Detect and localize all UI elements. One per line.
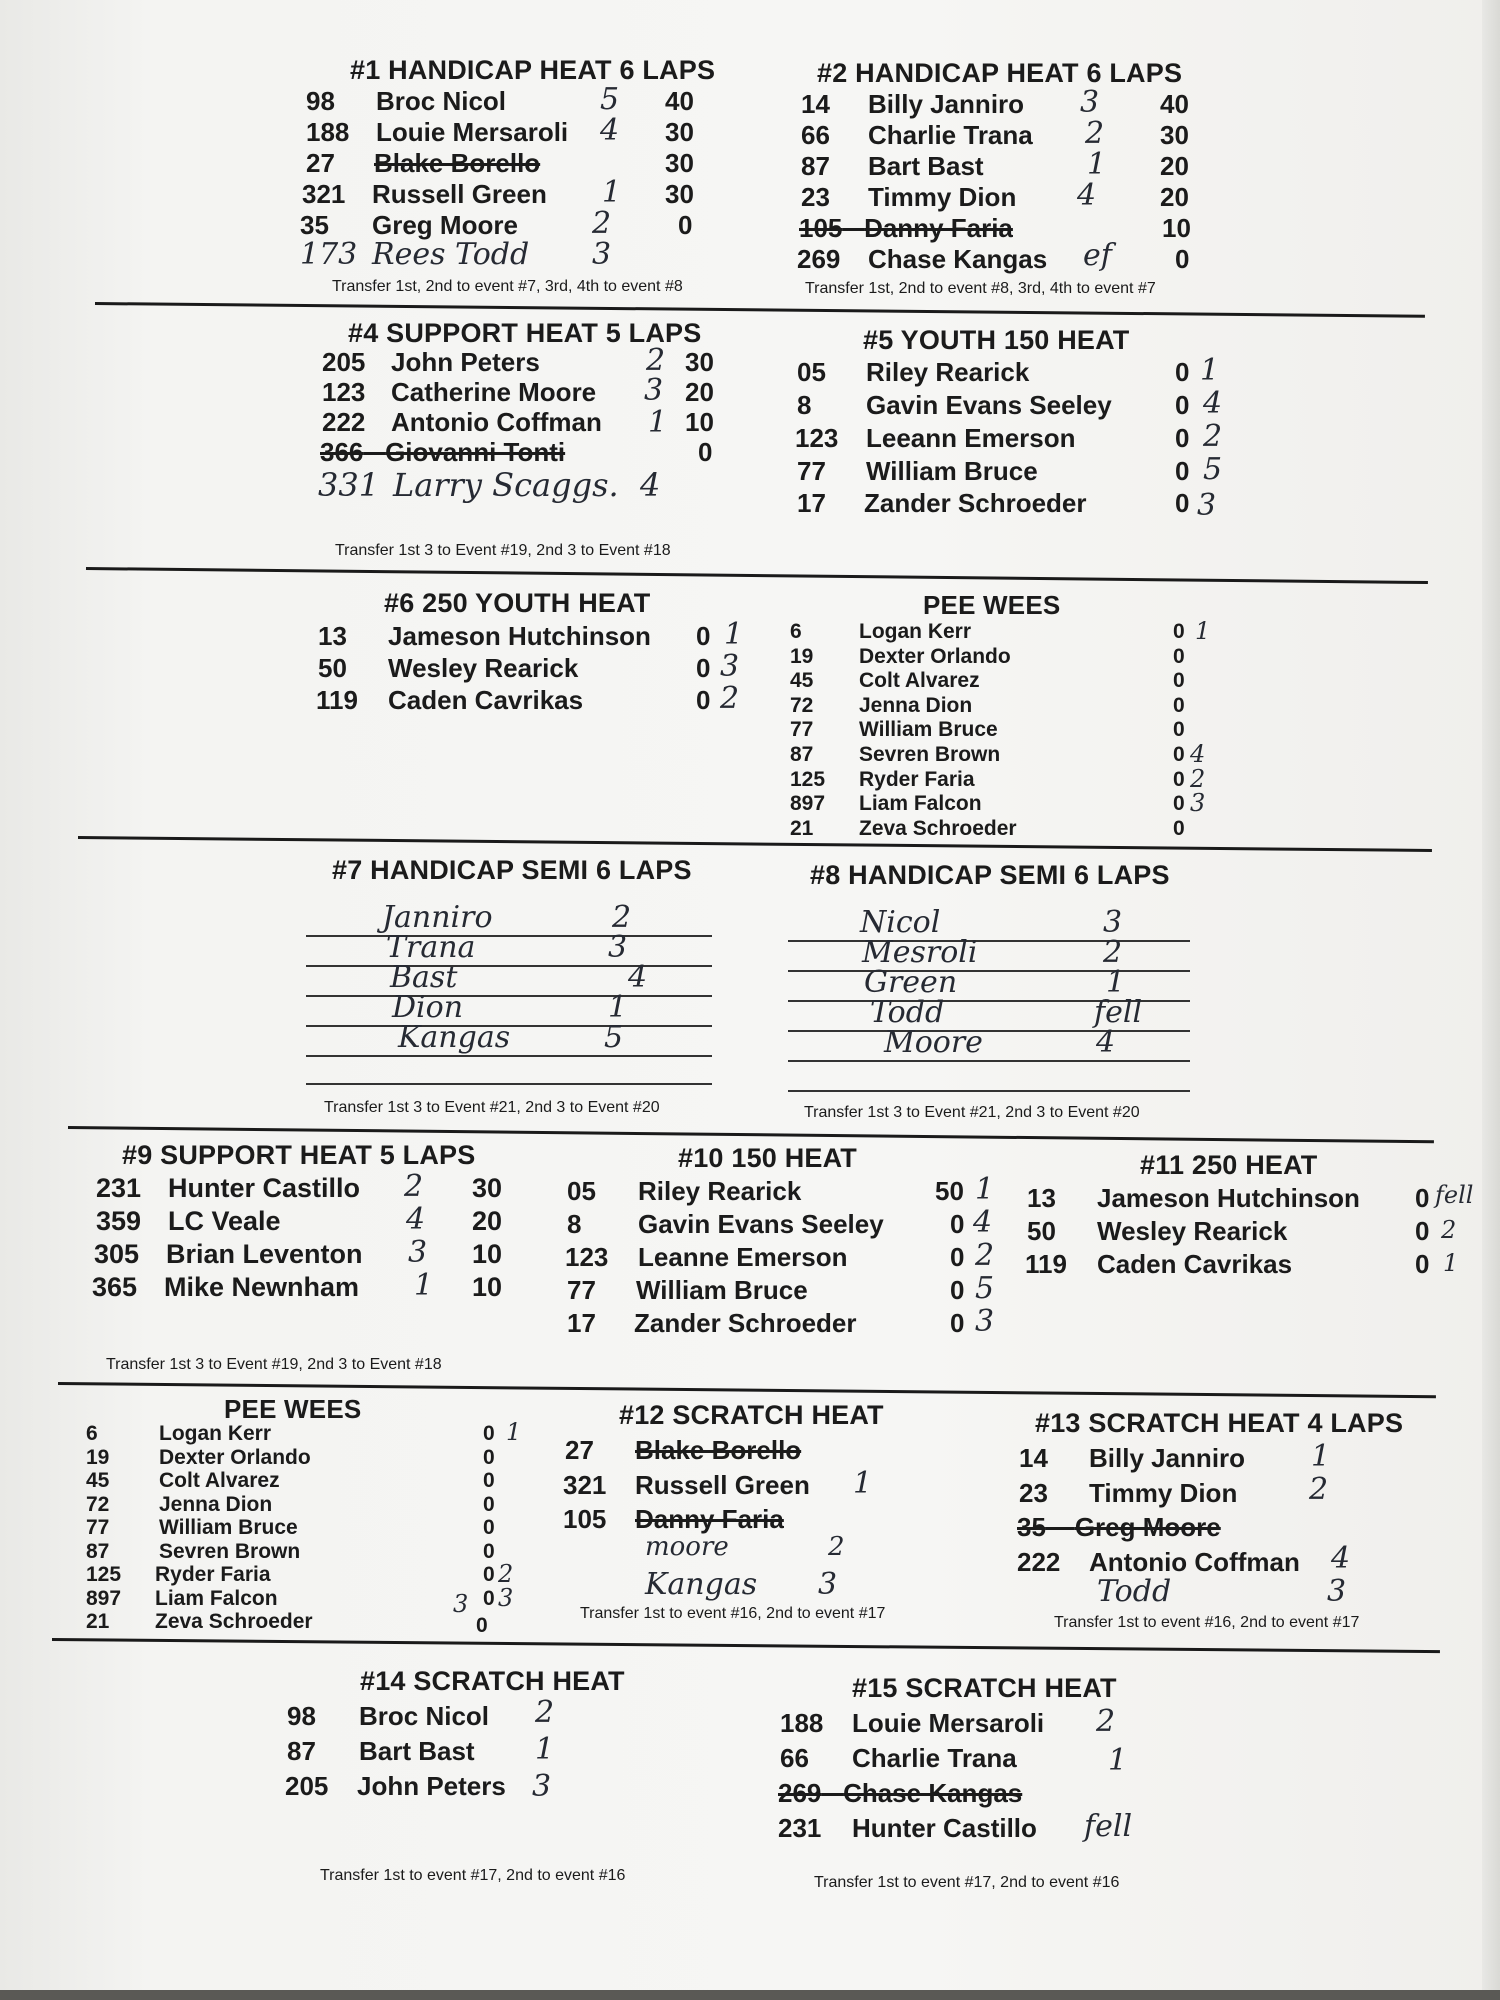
cell: Kangas [645,1567,758,1602]
cell: 0 [483,1586,495,1610]
cell: 321 [563,1470,607,1500]
cell: Catherine Moore [391,377,597,407]
cell: Antonio Coffman [1089,1547,1300,1577]
cell: 205 [322,347,366,377]
cell: Riley Rearick [866,357,1030,387]
cell: 2 [720,681,740,716]
cell: 30 [665,148,694,178]
cell: 87 [790,743,814,766]
cell: Caden Cavrikas [1097,1249,1293,1279]
heat-title: #11 250 HEAT [1140,1150,1318,1180]
heat-title: #2 HANDICAP HEAT 6 LAPS [817,58,1183,88]
transfer-note: Transfer 1st, 2nd to event #8, 3rd, 4th to event #7 [805,280,1156,297]
cell: 0 [696,653,711,683]
cell: 5 [975,1271,995,1306]
cell: 3 [1080,85,1100,120]
cell: 269 [797,244,841,274]
cell: 0 [1175,488,1190,518]
cell: 2 [1203,419,1223,454]
cell: Dexter Orlando [159,1445,311,1469]
cell: 2 [1309,1472,1329,1507]
cell: 40 [1160,89,1189,119]
cell: 231 [778,1813,822,1843]
cell: 27 [306,148,335,178]
cell: Zeva Schroeder [155,1610,313,1633]
cell: 77 [86,1516,110,1539]
heat-title: #4 SUPPORT HEAT 5 LAPS [348,318,702,348]
cell: 35 [300,210,329,240]
cell: 0 [698,437,713,467]
cell: William Bruce [859,718,998,742]
cell: 0 [1173,816,1185,840]
cell: 3 [1190,789,1206,818]
cell: 20 [1160,151,1189,181]
cell: 365 [92,1272,138,1302]
heat-title: PEE WEES [923,590,1061,620]
cell: 0 [483,1445,495,1469]
cell: 3 [532,1769,552,1804]
cell: 119 [1025,1249,1067,1279]
cell: Colt Alvarez [159,1469,280,1492]
cell: 0 [1175,423,1190,453]
cell: Todd [870,995,945,1030]
cell: Billy Janniro [868,89,1025,119]
cell: 40 [665,86,694,116]
cell: Rees Todd [372,237,530,272]
cell: Jameson Hutchinson [388,621,651,651]
cell: Sevren Brown [159,1539,301,1563]
cell: Russell Green [372,179,547,209]
cell: 66 [780,1743,809,1773]
cell: Wesley Rearick [1097,1216,1288,1246]
cell: 0 [1415,1183,1430,1213]
cell: 1 [648,405,668,440]
cell: Chase Kangas [868,244,1048,274]
cell: 0 [1415,1216,1430,1246]
cell: Zander Schroeder [864,488,1087,518]
cell: Bast [390,960,458,995]
cell: 1 [602,175,622,210]
cell: 0 [1415,1249,1430,1279]
cell: 3 [498,1583,514,1612]
cell: 1 [1200,353,1220,388]
cell: 2 [828,1532,845,1562]
cell: 4 [1190,740,1206,768]
cell: 30 [665,179,694,209]
cell: 0 [950,1275,965,1305]
cell: 72 [790,693,814,717]
cell: 8 [797,390,812,420]
cell: Leanne Emerson [638,1242,848,1272]
cell: fell [1435,1181,1474,1209]
cell: 30 [665,117,694,147]
heat-title: #7 HANDICAP SEMI 6 LAPS [332,855,692,885]
cell: 6 [790,620,802,643]
cell: Janniro [382,900,493,935]
scratched-rider: 35 Greg Moore [1017,1512,1221,1542]
scratched-rider: Blake Borello [374,148,541,178]
scratched-rider: Blake Borello [635,1435,802,1465]
cell: 1 [535,1732,555,1767]
cell: Colt Alvarez [859,669,980,693]
cell: 13 [1027,1183,1056,1213]
cell: Moore [884,1025,983,1060]
cell: 1 [975,1172,995,1207]
cell: 30 [685,347,714,377]
cell: 0 [950,1308,965,1338]
cell: 66 [801,120,830,150]
cell: 0 [476,1614,488,1637]
cell: Billy Janniro [1089,1443,1246,1473]
cell: Liam Falcon [155,1586,278,1610]
cell: 4 [640,466,661,504]
cell: Gavin Evans Seeley [638,1209,884,1239]
cell: Nicol [860,905,941,940]
cell: 4 [1203,386,1223,421]
heat-title: #6 250 YOUTH HEAT [384,588,651,618]
cell: 222 [1017,1547,1061,1577]
cell: 2 [1085,116,1105,151]
cell: Bart Bast [868,151,984,181]
cell: 3 [1327,1574,1347,1609]
cell: Charlie Trana [852,1743,1017,1773]
cell: 2 [975,1238,995,1273]
cell: 2 [1441,1216,1457,1244]
cell: Sevren Brown [859,743,1001,766]
cell: 331 [318,466,380,504]
cell: 3 [453,1589,469,1618]
cell: 10 [1162,213,1191,243]
cell: 1 [724,617,744,652]
cell: Charlie Trana [868,120,1033,150]
transfer-note: Transfer 1st 3 to Event #21, 2nd 3 to Event #20 [804,1104,1140,1121]
cell: 2 [498,1560,514,1588]
cell: 0 [1173,644,1185,668]
cell: Timmy Dion [1089,1478,1238,1508]
heat-title: #14 SCRATCH HEAT [360,1666,625,1696]
cell: fell [1094,995,1143,1030]
scratched-rider: 269 Chase Kangas [778,1778,1023,1808]
heat-title: #9 SUPPORT HEAT 5 LAPS [122,1140,476,1170]
cell: 2 [1096,1704,1116,1739]
cell: 27 [565,1435,594,1465]
cell: 19 [790,644,814,668]
cell: 98 [287,1701,316,1731]
cell: 4 [1077,178,1097,213]
cell: 105 [563,1504,607,1534]
cell: 20 [472,1206,503,1236]
cell: 2 [404,1169,424,1204]
cell: 23 [801,182,830,212]
cell: 23 [1019,1478,1048,1508]
cell: Zander Schroeder [634,1308,857,1338]
heat-title: PEE WEES [224,1394,362,1424]
cell: 5 [600,82,620,117]
cell: 0 [483,1422,495,1445]
cell: 20 [1160,182,1189,212]
cell: 222 [322,407,366,437]
cell: 30 [1160,120,1189,150]
cell: 10 [685,407,714,437]
cell: 1 [1311,1439,1331,1474]
cell: 21 [86,1610,110,1633]
cell: 0 [1173,743,1185,766]
cell: Liam Falcon [859,792,982,816]
cell: 1 [1106,965,1126,1000]
cell: 5 [1203,452,1223,487]
heat-title: #15 SCRATCH HEAT [852,1673,1117,1703]
cell: Greg Moore [372,210,518,240]
page-edge [1482,0,1500,1990]
cell: Brian Leventon [166,1239,363,1269]
cell: 0 [483,1516,495,1539]
cell: Timmy Dion [868,182,1017,212]
cell: 2 [592,206,612,241]
cell: 3 [1103,905,1123,940]
cell: Ryder Faria [859,767,975,791]
cell: 3 [608,930,628,965]
cell: 3 [975,1304,995,1339]
cell: 87 [86,1539,110,1563]
cell: 77 [797,456,826,486]
cell: 0 [1173,767,1185,791]
cell: 2 [1190,764,1206,793]
cell: Antonio Coffman [391,407,602,437]
heat-title: #8 HANDICAP SEMI 6 LAPS [810,860,1170,890]
cell: 119 [316,685,358,715]
transfer-note: Transfer 1st to event #16, 2nd to event #17 [580,1605,886,1622]
cell: 0 [1175,390,1190,420]
cell: 10 [472,1272,503,1302]
cell: John Peters [357,1771,506,1801]
cell: 4 [628,960,648,995]
cell: 45 [790,669,814,693]
cell: 1 [506,1418,522,1446]
cell: 3 [644,373,664,408]
transfer-note: Transfer 1st to event #17, 2nd to event #16 [320,1867,626,1884]
cell: 123 [565,1242,609,1272]
cell: 50 [318,653,347,683]
cell: 2 [1103,935,1123,970]
heat-title: #1 HANDICAP HEAT 6 LAPS [350,55,716,85]
cell: 0 [1173,792,1185,816]
cell: 0 [483,1539,495,1563]
cell: Bart Bast [359,1736,475,1766]
cell: 188 [780,1708,824,1738]
cell: 19 [86,1445,110,1469]
transfer-note: Transfer 1st to event #17, 2nd to event #16 [814,1874,1120,1891]
cell: 897 [790,792,826,816]
cell: Russell Green [635,1470,810,1500]
cell: 0 [950,1242,965,1272]
cell: 2 [535,1695,555,1730]
transfer-note: Transfer 1st 3 to Event #19, 2nd 3 to Event #18 [106,1356,442,1373]
cell: fell [1084,1809,1133,1844]
cell: ef [1083,238,1112,273]
cell: 0 [950,1209,965,1239]
cell: Riley Rearick [638,1176,802,1206]
transfer-note: Transfer 1st to event #16, 2nd to event #17 [1054,1614,1360,1631]
cell: Hunter Castillo [852,1813,1037,1843]
cell: 1 [1087,147,1107,182]
scratched-rider: 105 Danny Faria [799,213,1013,243]
cell: 0 [483,1563,495,1586]
table-surface [0,1990,1500,2000]
cell: Jenna Dion [159,1492,273,1516]
cell: 30 [472,1173,503,1203]
cell: 1 [1443,1249,1459,1277]
cell: 3 [592,237,612,272]
cell: 1 [1108,1743,1128,1778]
cell: 17 [797,488,826,518]
cell: 0 [1173,693,1185,717]
cell: Logan Kerr [859,620,972,643]
cell: 305 [94,1239,140,1269]
cell: moore [645,1532,729,1562]
cell: 5 [604,1020,624,1055]
cell: 3 [720,649,740,684]
cell: Caden Cavrikas [388,685,584,715]
cell: Todd [1097,1574,1172,1609]
cell: 0 [483,1469,495,1492]
cell: 6 [86,1422,98,1445]
cell: Trana [386,930,476,965]
cell: Zeva Schroeder [859,816,1017,840]
cell: 87 [801,151,830,181]
cell: Louie Mersaroli [852,1708,1045,1738]
cell: 87 [287,1736,316,1766]
cell: 77 [790,718,814,742]
cell: 1 [608,990,628,1025]
cell: Broc Nicol [376,86,507,116]
cell: 0 [1173,620,1185,643]
cell: 45 [86,1469,110,1492]
cell: Ryder Faria [155,1563,271,1586]
cell: Mike Newnham [164,1272,360,1302]
cell: 3 [408,1235,428,1270]
cell: John Peters [391,347,540,377]
cell: 0 [696,685,711,715]
cell: Wesley Rearick [388,653,579,683]
cell: Dion [392,990,464,1025]
cell: 3 [1197,488,1217,523]
cell: 897 [86,1586,122,1610]
cell: 231 [96,1173,142,1203]
cell: William Bruce [866,456,1038,486]
cell: 4 [973,1205,993,1240]
cell: 2 [646,343,666,378]
cell: 1 [414,1268,434,1303]
cell: 17 [567,1308,596,1338]
cell: 3 [818,1567,838,1602]
cell: 205 [285,1771,329,1801]
cell: 05 [567,1176,596,1206]
scratched-rider: Danny Faria [635,1504,784,1534]
cell: 125 [790,767,826,791]
heat-title: #10 150 HEAT [678,1143,857,1173]
cell: 4 [406,1202,426,1237]
cell: 98 [306,86,335,116]
heat-title: #5 YOUTH 150 HEAT [863,325,1130,355]
cell: 1 [1195,617,1211,645]
cell: 123 [795,423,839,453]
cell: Mesroli [862,935,978,970]
cell: 359 [96,1206,142,1236]
cell: 50 [1027,1216,1056,1246]
cell: Larry Scaggs. [393,466,619,504]
cell: Leeann Emerson [866,423,1076,453]
cell: William Bruce [159,1516,298,1539]
cell: 05 [797,357,826,387]
cell: 0 [1175,456,1190,486]
scratched-rider: 366 Giovanni Tonti [320,437,566,467]
transfer-note: Transfer 1st 3 to Event #19, 2nd 3 to Event #18 [335,542,671,559]
cell: 14 [801,89,830,119]
cell: 10 [472,1239,503,1269]
cell: Gavin Evans Seeley [866,390,1112,420]
transfer-note: Transfer 1st, 2nd to event #7, 3rd, 4th to event #8 [332,278,683,295]
heat-title: #12 SCRATCH HEAT [619,1400,884,1430]
cell: 0 [1175,244,1190,274]
cell: 72 [86,1492,110,1516]
cell: 0 [483,1492,495,1516]
cell: 125 [86,1563,122,1586]
cell: 77 [567,1275,596,1305]
cell: 20 [685,377,714,407]
cell: 4 [1331,1541,1351,1576]
cell: 14 [1019,1443,1048,1473]
cell: 123 [322,377,366,407]
cell: 21 [790,816,814,840]
cell: 1 [853,1466,873,1501]
cell: 13 [318,621,347,651]
cell: 0 [696,621,711,651]
cell: Hunter Castillo [168,1173,361,1203]
cell: 321 [302,179,346,209]
cell: 4 [1096,1025,1116,1060]
cell: 2 [612,900,632,935]
transfer-note: Transfer 1st 3 to Event #21, 2nd 3 to Event #20 [324,1099,660,1116]
cell: Kangas [398,1020,511,1055]
cell: 0 [1175,357,1190,387]
cell: Green [864,965,958,1000]
cell: 188 [306,117,350,147]
cell: Dexter Orlando [859,644,1011,668]
cell: 0 [1173,669,1185,693]
cell: 0 [678,210,693,240]
cell: William Bruce [636,1275,808,1305]
cell: Jenna Dion [859,693,973,717]
cell: 8 [567,1209,582,1239]
cell: Jameson Hutchinson [1097,1183,1360,1213]
cell: 0 [1173,718,1185,742]
cell: Louie Mersaroli [376,117,569,147]
cell: Broc Nicol [359,1701,490,1731]
cell: LC Veale [168,1206,281,1236]
cell: 50 [935,1176,964,1206]
cell: 4 [600,113,620,148]
cell: 173 [300,237,358,272]
heat-title: #13 SCRATCH HEAT 4 LAPS [1035,1408,1404,1438]
cell: Logan Kerr [159,1422,272,1445]
